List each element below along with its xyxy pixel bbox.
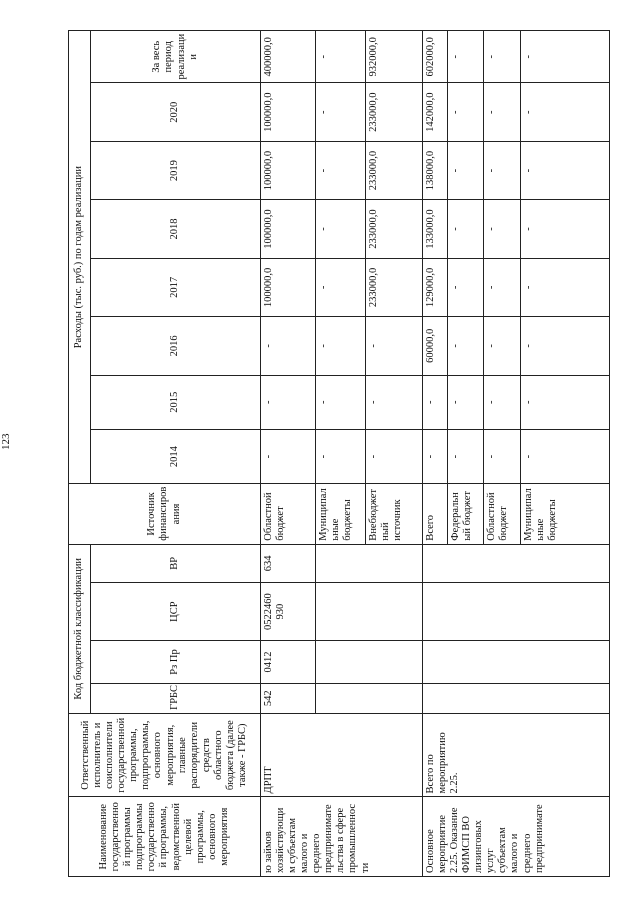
row-rzpr-empty: [423, 641, 610, 683]
cell-value: -: [484, 141, 521, 199]
cell-value: -: [316, 429, 366, 483]
cell-total: 932000,0: [366, 31, 423, 83]
cell-value: -: [484, 429, 521, 483]
cell-value: -: [484, 375, 521, 429]
row-csr-empty: [316, 582, 423, 640]
header-source: Источник финансиров ания: [69, 484, 261, 544]
cell-value: 100000,0: [261, 200, 316, 258]
cell-value: 100000,0: [261, 141, 316, 199]
cell-value: -: [316, 141, 366, 199]
header-year: 2014: [91, 429, 261, 483]
cell-value: -: [448, 83, 484, 141]
cell-value: -: [448, 200, 484, 258]
cell-total: -: [521, 31, 610, 83]
row-vr-empty: [423, 544, 610, 582]
header-year: 2016: [91, 317, 261, 375]
row-responsible: ДРПТ: [261, 713, 423, 797]
cell-value: -: [521, 429, 610, 483]
cell-value: -: [521, 258, 610, 316]
cell-value: -: [484, 317, 521, 375]
cell-value: -: [261, 375, 316, 429]
cell-value: -: [448, 317, 484, 375]
header-year: 2018: [91, 200, 261, 258]
row-vr: 634: [261, 544, 316, 582]
cell-value: 100000,0: [261, 258, 316, 316]
header-year: 2020: [91, 83, 261, 141]
header-csr: ЦСР: [91, 582, 261, 640]
cell-value: -: [448, 375, 484, 429]
row-csr: 0522460 930: [261, 582, 316, 640]
cell-value: -: [316, 200, 366, 258]
cell-value: 233000,0: [366, 83, 423, 141]
cell-value: -: [448, 258, 484, 316]
cell-total: 400000,0: [261, 31, 316, 83]
cell-value: 133000,0: [423, 200, 448, 258]
header-year: 2017: [91, 258, 261, 316]
cell-value: -: [366, 429, 423, 483]
row-source: Федеральн ый бюджет: [448, 484, 484, 544]
cell-value: 60000,0: [423, 317, 448, 375]
table-row: [261, 31, 316, 877]
page-number: 123: [0, 433, 12, 450]
cell-value: -: [261, 429, 316, 483]
cell-value: -: [521, 200, 610, 258]
cell-value: 233000,0: [366, 200, 423, 258]
cell-value: 233000,0: [366, 141, 423, 199]
row-name: ю займов хозяйствующи м субъектам малого и среднего предпринимате льства в сфере промышленнос ти: [261, 797, 423, 877]
row-vr-empty: [316, 544, 423, 582]
cell-value: 129000,0: [423, 258, 448, 316]
row-source: Муниципал ьные бюджеты: [521, 484, 610, 544]
row-source: Областной бюджет: [484, 484, 521, 544]
row-source: Внебюджет ный источник: [366, 484, 423, 544]
table-row: [423, 31, 448, 877]
cell-value: -: [423, 375, 448, 429]
header-year: 2015: [91, 375, 261, 429]
header-name: Наименование государственно й программы подпрограммы государственно й программы, ведомственной целевой программы, основного мероприятия: [69, 797, 261, 877]
cell-total: 602000,0: [423, 31, 448, 83]
header-responsible: Ответственный исполнитель и соисполнители государственной программы, подпрограммы, основного мероприятия, главные распорядители средств областного бюджета (далее также - ГРБС): [69, 713, 261, 797]
row-source: Муниципал ьные бюджеты: [316, 484, 366, 544]
row-grbs: 542: [261, 683, 316, 713]
budget-table-rotated: [68, 30, 609, 877]
cell-value: -: [261, 317, 316, 375]
row-rzpr: 0412: [261, 641, 316, 683]
header-code-group: Код бюджетной классификации: [69, 544, 91, 713]
row-source: Всего: [423, 484, 448, 544]
cell-value: -: [484, 83, 521, 141]
cell-value: 100000,0: [261, 83, 316, 141]
cell-value: -: [521, 317, 610, 375]
cell-value: -: [366, 375, 423, 429]
cell-value: 233000,0: [366, 258, 423, 316]
header-expenses-group: Расходы (тыс. руб.) по годам реализации: [69, 31, 91, 484]
cell-value: -: [484, 200, 521, 258]
row-source: Областной бюджет: [261, 484, 316, 544]
cell-value: -: [316, 317, 366, 375]
header-rzpr: Рз Пр: [91, 641, 261, 683]
header-year: 2019: [91, 141, 261, 199]
cell-value: -: [521, 83, 610, 141]
cell-value: -: [521, 141, 610, 199]
row-grbs-empty: [316, 683, 423, 713]
cell-total: -: [484, 31, 521, 83]
cell-value: -: [316, 83, 366, 141]
budget-table: [68, 30, 610, 877]
cell-value: -: [366, 317, 423, 375]
cell-value: -: [448, 429, 484, 483]
cell-value: -: [316, 375, 366, 429]
cell-value: -: [316, 258, 366, 316]
header-vr: ВР: [91, 544, 261, 582]
header-grbs: ГРБС: [91, 683, 261, 713]
row-csr-empty: [423, 582, 610, 640]
row-responsible: Всего по мероприятию 2.25.: [423, 713, 610, 797]
cell-total: -: [316, 31, 366, 83]
cell-value: -: [521, 375, 610, 429]
row-rzpr-empty: [316, 641, 423, 683]
cell-total: -: [448, 31, 484, 83]
row-name: Основное мероприятие 2.25. Оказание ФИМСП ВО лизинговых услуг субъектам малого и среднего предпринимате: [423, 797, 610, 877]
cell-value: -: [448, 141, 484, 199]
cell-value: -: [484, 258, 521, 316]
row-grbs-empty: [423, 683, 610, 713]
header-total: За весь период реализаци и: [91, 31, 261, 83]
cell-value: 142000,0: [423, 83, 448, 141]
cell-value: 138000,0: [423, 141, 448, 199]
cell-value: -: [423, 429, 448, 483]
